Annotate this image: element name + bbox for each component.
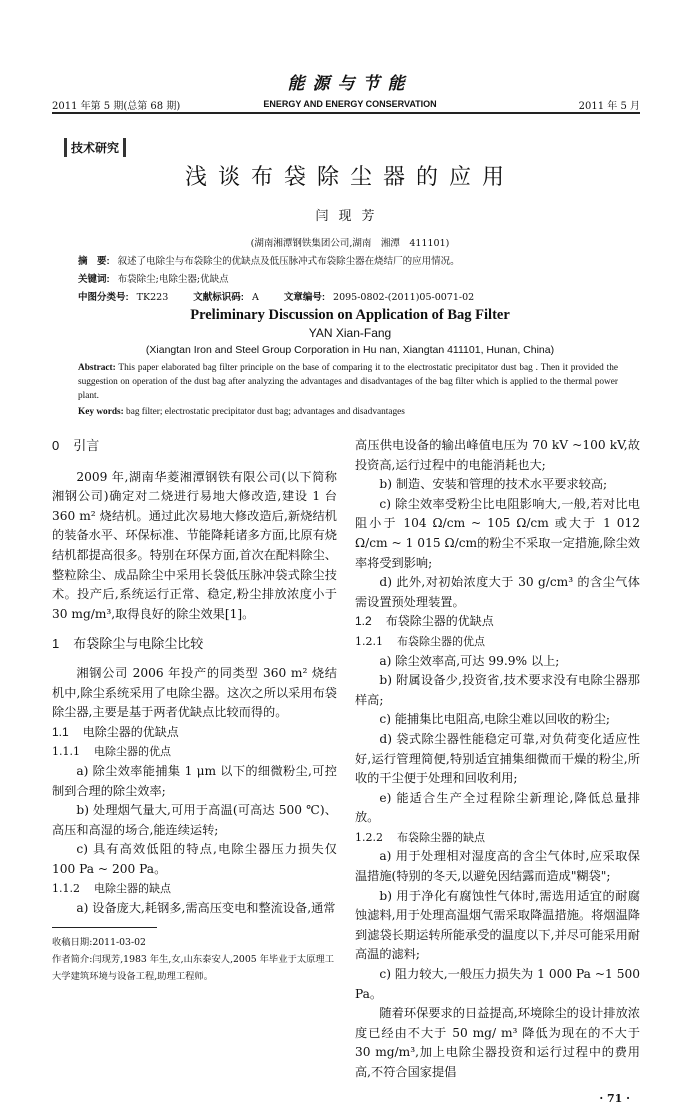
english-abstract [78, 361, 618, 403]
list-item: d) 此外,对初始浓度大于 30 g/cm³ 的含尘气体需设置预处理装置。 [355, 575, 640, 609]
journal-logo: 能源与节能 [287, 74, 413, 94]
keywords-text: 布袋除尘;电除尘器;优缺点 [117, 274, 229, 285]
english-affiliation: (Xiangtan Iron and Steel Group Corporation in Hu nan, Xiangtan 411101, Hunan, China) [145, 344, 555, 356]
list-item: c) 能捕集比电阻高,电除尘难以回收的粉尘; [379, 712, 611, 727]
paragraph: 2009 年,湖南华菱湘潭钢铁有限公司(以下简称湘钢公司)确定对二烧进行易地大修改造,建设 1 台 360 m² 烧结机。通过此次易地大修改造后,新烧结机的装备水平、环保标准、节能降耗诸多方面,比原有烧结机都提高很多。特别在环保方面,首次在配料除尘、整粒除尘、成品除尘中采用长袋低压脉冲袋式除尘技术。投产后,系统运行正常、稳定,粉尘排放浓度小于 30 mg/m³,取得良好的除尘效果[1]。 [52, 469, 337, 621]
subsection-heading: 1.1 电除尘器的优缺点 [52, 724, 179, 739]
list-item: c) 具有高效低阻的特点,电除尘器压力损失仅 100 Pa ~ 200 Pa。 [52, 842, 337, 876]
column-badge: 技术研究 [64, 138, 126, 157]
list-item: a) 除尘效率高,可达 99.9% 以上; [379, 653, 560, 668]
keywords-cn [78, 273, 229, 286]
english-author: YAN Xian-Fang [308, 326, 392, 340]
clc-label: 中图分类号: [78, 292, 129, 303]
english-front-matter [0, 307, 700, 419]
list-item: a) 除尘效率能捕集 1 μm 以下的细微粉尘,可控制到合理的除尘效率; [52, 763, 337, 798]
abstract-cn [78, 255, 460, 268]
subsubsection-heading: 1.2.1 布袋除尘器的优点 [355, 634, 485, 648]
list-item: b) 用于净化有腐蚀性气体时,需选用适宜的耐腐蚀滤料,用于处理高温烟气需采取降温措施。将烟温降到滤袋长期运转所能承受的温度以下,并尽可能采用耐高温的滤料; [355, 888, 640, 962]
clc-value: TK223 [136, 292, 169, 303]
abstract-text: 叙述了电除尘与布袋除尘的优缺点及低压脉冲式布袋除尘器在烧结厂的应用情况。 [117, 256, 460, 267]
list-item: e) 能适合生产全过程除尘新理论,降低总量排放。 [355, 790, 640, 825]
author-bio: 作者简介:闫现芳,1983 年生,女,山东泰安人,2005 年毕业于太原理工大学建筑环境与设备工程,助理工程师。 [52, 953, 335, 982]
english-keywords-text: bag filter; electrostatic precipitator dust bag; advantages and disadvantages [126, 407, 405, 417]
english-title: Preliminary Discussion on Application of Bag Filter [190, 307, 510, 323]
list-item: c) 阻力较大,一般压力损失为 1 000 Pa ~1 500 Pa。 [355, 967, 640, 1001]
english-keywords [78, 405, 700, 419]
subsection-heading: 1.2 布袋除尘器的优缺点 [355, 614, 494, 629]
list-item: d) 袋式除尘器性能稳定可靠,对负荷变化适应性好,运行管理简便,特别适宜捕集细微而干燥的粉尘,所收的干尘便于处理和回收利用; [355, 731, 640, 786]
list-item: b) 处理烟气量大,可用于高温(可高达 500 ℃)、高压和高湿的场合,能连续运转; [52, 803, 337, 837]
article-label: 文章编号: [283, 292, 326, 303]
classification [78, 291, 474, 304]
keywords-label: 关键词: [78, 274, 110, 285]
paragraph: 高压供电设备的输出峰值电压为 70 kV ~100 kV,故投资高,运行过程中的电能消耗也大; [355, 438, 640, 472]
footnote-rule [52, 927, 157, 928]
page-number: · 71 · [599, 1091, 630, 1105]
english-abstract-text: This paper elaborated bag filter principle on the base of comparing it to the electrostatic precipitator dust bag . Then it provided the suggestion on operation of the dust bag after analyzing the advantages and disadvantages of the bag filter which is applied to the thermal power plant. [78, 363, 619, 401]
subsubsection-heading: 1.1.2 电除尘器的缺点 [52, 882, 171, 896]
received-date: 收稿日期:2011-03-02 [52, 936, 146, 948]
list-item: b) 附属设备少,投资省,技术要求没有电除尘器那样高; [355, 673, 640, 707]
header-rule [52, 112, 640, 114]
doc-label: 文献标识码: [193, 292, 244, 303]
footnotes [52, 919, 337, 985]
paper-title: 浅谈布袋除尘器的应用 [184, 164, 515, 189]
list-item: a) 设备庞大,耗钢多,需高压变电和整流设备,通常 [76, 901, 336, 916]
affiliation: (湖南湘潭钢铁集团公司,湖南 湘潭 411101) [250, 238, 450, 249]
journal-name-en: ENERGY AND ENERGY CONSERVATION [263, 99, 437, 109]
subsubsection-heading: 1.1.1 电除尘器的优点 [52, 745, 171, 759]
abstract-label: 摘 要: [78, 256, 110, 267]
left-column [52, 436, 337, 981]
author: 闫现芳 [315, 209, 385, 224]
list-item: c) 除尘效率受粉尘比电阻影响大,一般,若对比电阻小于 104 Ω/cm ~ 105 Ω/cm 或大于 1 012 Ω/cm ~ 1 015 Ω/cm的粉尘不采取一定措施,除尘效率将受到影响; [355, 496, 640, 570]
issue-date: 2011 年 5 月 [578, 101, 640, 112]
list-item: b) 制造、安装和管理的技术水平要求较高; [379, 477, 608, 492]
english-abstract-label: Abstract: [78, 363, 116, 373]
doc-value: A [251, 292, 259, 303]
right-column [355, 436, 640, 1105]
issue-info: 2011 年第 5 期(总第 68 期) [52, 101, 181, 112]
paragraph: 湘钢公司 2006 年投产的同类型 360 m² 烧结机中,除尘系统采用了电除尘器。这次之所以采用布袋除尘器,主要是基于两者优缺点比较而得的。 [52, 665, 337, 720]
article-value: 2095-0802-(2011)05-0071-02 [333, 292, 475, 303]
section-heading: 0 引言 [52, 438, 100, 453]
paragraph: 随着环保要求的日益提高,环境除尘的设计排放浓度已经由不大于 50 mg/ m³ 降低为现在的不大于 30 mg/m³,加上电除尘器投资和运行过程中的费用高,不符合国家提倡 [355, 1006, 640, 1079]
list-item: a) 用于处理相对湿度高的含尘气体时,应采取保温措施(特别的冬天,以避免因结露而造成"糊袋"; [355, 849, 640, 884]
section-heading: 1 布袋除尘与电除尘比较 [52, 636, 204, 652]
subsubsection-heading: 1.2.2 布袋除尘器的缺点 [355, 830, 485, 844]
english-keywords-label: Key words: [78, 407, 124, 417]
